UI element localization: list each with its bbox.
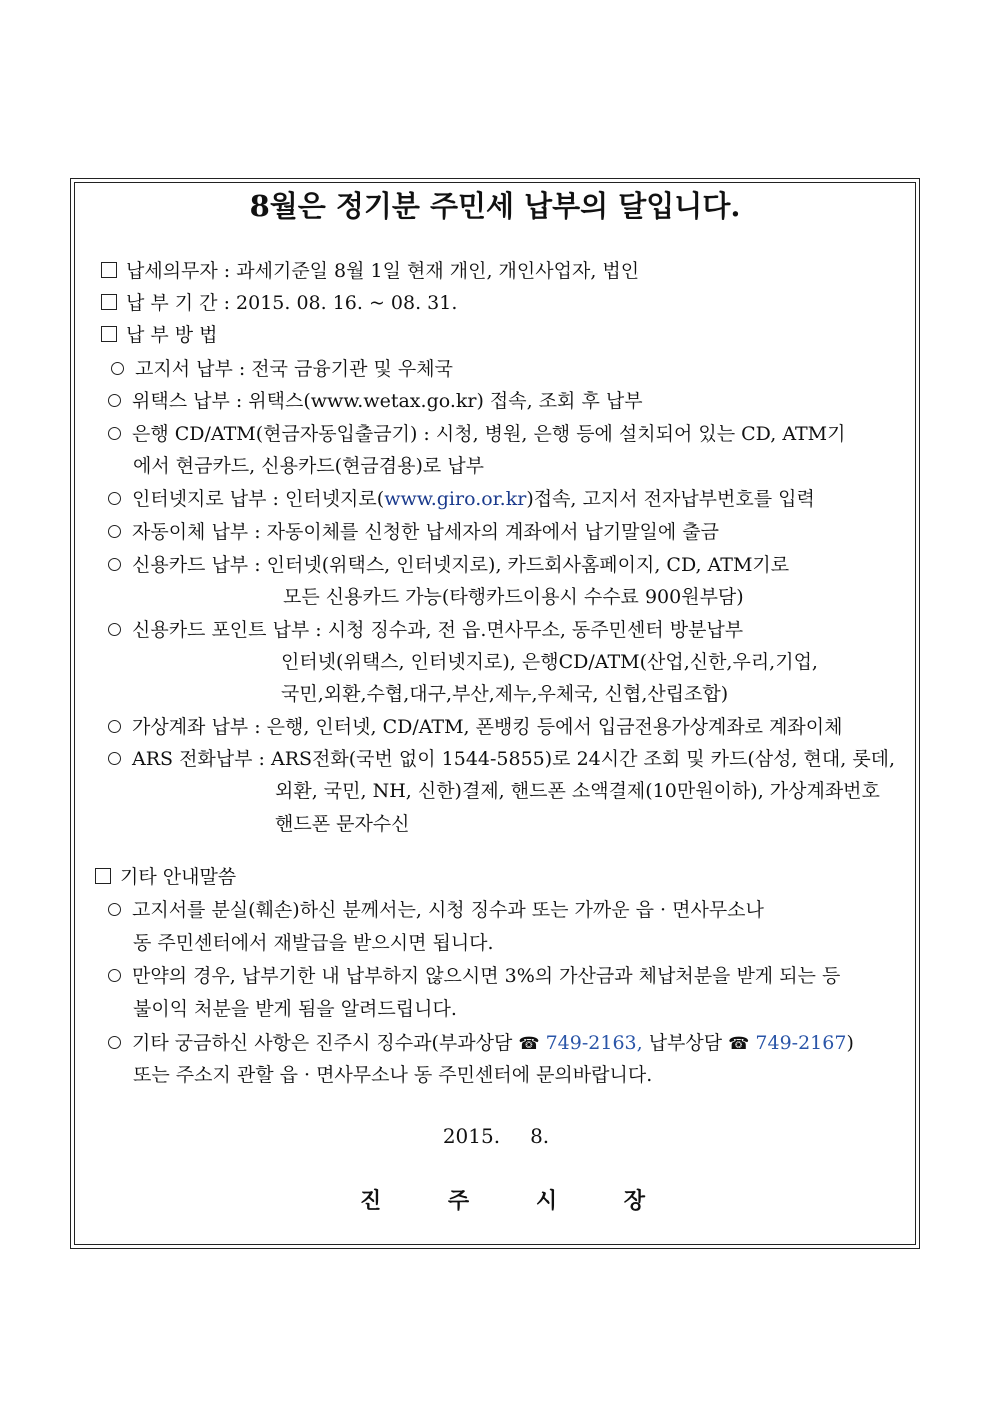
giro-link[interactable]: www.giro.or.kr — [384, 488, 527, 510]
checkbox-square-icon — [95, 868, 111, 884]
etc-late-cont: 불이익 처분을 받게 됨을 알려드립니다. — [133, 998, 457, 1020]
bullet-circle-icon — [108, 969, 121, 982]
signature-mayor — [360, 1186, 645, 1216]
signature-char: 장 — [623, 1188, 645, 1214]
bullet-circle-icon — [108, 394, 121, 407]
etc-heading: 기타 안내말씀 — [95, 864, 236, 890]
checkbox-square-icon — [101, 326, 117, 342]
bullet-circle-icon — [108, 623, 121, 636]
bullet-circle-icon — [108, 525, 121, 538]
notice-title: 8월은 정기분 주민세 납부의 달입니다. — [249, 189, 741, 223]
method-notice: 고지서 납부 : 전국 금융기관 및 우체국 — [111, 356, 453, 382]
method-card-cont: 모든 신용카드 가능(타행카드이용시 수수료 900원부담) — [283, 586, 744, 608]
method-giro: 인터넷지로 납부 : 인터넷지로(www.giro.or.kr)접속, 고지서 전자납부번호를 입력 — [108, 486, 815, 512]
checkbox-square-icon — [101, 262, 117, 278]
item-period: 납 부 기 간 : 2015. 08. 16. ~ 08. 31. — [101, 290, 457, 316]
bullet-circle-icon — [108, 558, 121, 571]
etc-lost: 고지서를 분실(훼손)하신 분께서는, 시청 징수과 또는 가까운 읍 · 면사무소나 — [108, 897, 764, 923]
bullet-circle-icon — [108, 752, 121, 765]
bullet-circle-icon — [108, 1036, 121, 1049]
phone-number-payment[interactable]: 749-2167 — [755, 1032, 847, 1054]
method-point-cont-2: 국민,외환,수협,대구,부산,제누,우체국, 신협,산립조합) — [281, 683, 729, 705]
method-ars-cont-1: 외환, 국민, NH, 신한)결제, 핸드폰 소액결제(10만원이하), 가상계좌번호 — [275, 780, 880, 802]
method-auto: 자동이체 납부 : 자동이체를 신청한 납세자의 계좌에서 납기말일에 출금 — [108, 519, 719, 545]
method-atm-cont: 에서 현금카드, 신용카드(현금겸용)로 납부 — [133, 455, 485, 477]
etc-contact: 기타 궁금하신 사항은 진주시 징수과(부과상담 ☎ 749-2163, 납부상담 ☎ 749-2167) — [108, 1030, 854, 1057]
bullet-circle-icon — [108, 903, 121, 916]
bullet-circle-icon — [108, 720, 121, 733]
method-ars-cont-2: 핸드폰 문자수신 — [275, 813, 410, 835]
phone-icon: ☎ — [728, 1034, 750, 1054]
item-obligor: 납세의무자 : 과세기준일 8월 1일 현재 개인, 개인사업자, 법인 — [101, 258, 639, 284]
method-point: 신용카드 포인트 납부 : 시청 징수과, 전 읍.면사무소, 동주민센터 방분납부 — [108, 617, 743, 643]
method-ars: ARS 전화납부 : ARS전화(국번 없이 1544-5855)로 24시간 조회 및 카드(삼성, 현대, 롯데, — [108, 746, 895, 772]
phone-icon: ☎ — [518, 1034, 540, 1054]
issue-date: 2015. 8. — [442, 1124, 550, 1148]
etc-late: 만약의 경우, 납부기한 내 납부하지 않으시면 3%의 가산금과 체납처분을 받게 되는 등 — [108, 963, 840, 989]
signature-char: 주 — [447, 1188, 470, 1214]
method-atm: 은행 CD/ATM(현금자동입출금기) : 시청, 병원, 은행 등에 설치되어 있는 CD, ATM기 — [108, 421, 845, 447]
checkbox-square-icon — [101, 294, 117, 310]
etc-contact-cont: 또는 주소지 관할 읍 · 면사무소나 동 주민센터에 문의바랍니다. — [133, 1064, 653, 1086]
phone-number-billing[interactable]: 749-2163, — [545, 1032, 643, 1054]
signature-char: 진 — [360, 1188, 382, 1214]
bullet-circle-icon — [108, 492, 121, 505]
method-wetax: 위택스 납부 : 위택스(www.wetax.go.kr) 접속, 조회 후 납부 — [108, 388, 643, 414]
signature-char: 시 — [535, 1188, 558, 1214]
method-point-cont-1: 인터넷(위택스, 인터넷지로), 은행CD/ATM(산업,신한,우리,기업, — [281, 651, 818, 673]
bullet-circle-icon — [108, 427, 121, 440]
item-methods-heading: 납 부 방 법 — [101, 322, 218, 348]
method-virtual: 가상계좌 납부 : 은행, 인터넷, CD/ATM, 폰뱅킹 등에서 입금전용가상계좌로 계좌이체 — [108, 714, 842, 740]
bullet-circle-icon — [111, 362, 124, 375]
etc-lost-cont: 동 주민센터에서 재발급을 받으시면 됩니다. — [133, 932, 494, 954]
method-card: 신용카드 납부 : 인터넷(위택스, 인터넷지로), 카드회사홈페이지, CD, ATM기로 — [108, 552, 789, 578]
